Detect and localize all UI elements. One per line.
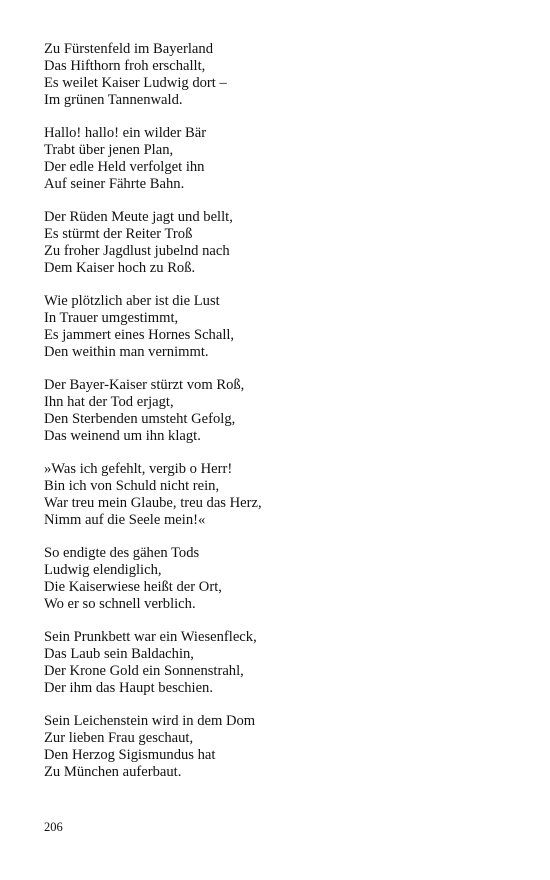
poem-line: Das weinend um ihn klagt. [44, 428, 201, 444]
poem-line: Das Hifthorn froh erschallt, [44, 58, 206, 74]
poem-line: Trabt über jenen Plan, [44, 142, 174, 158]
poem-line: Der Rüden Meute jagt und bellt, [44, 209, 233, 225]
poem-line: Ludwig elendiglich, [44, 562, 162, 578]
poem-line: Auf seiner Fährte Bahn. [44, 176, 185, 192]
poem-line: Zur lieben Frau geschaut, [44, 730, 194, 746]
poem-line: Der Krone Gold ein Sonnenstrahl, [44, 663, 244, 679]
poem-line: Den Herzog Sigismundus hat [44, 747, 216, 763]
poem-line: Der ihm das Haupt beschien. [44, 680, 213, 696]
poem-line: Sein Leichenstein wird in dem Dom [44, 713, 256, 729]
stanza-9 [44, 713, 524, 781]
poem-line: Die Kaiserwiese heißt der Ort, [44, 579, 222, 595]
stanza-2 [44, 125, 524, 193]
poem-line: Der Bayer-Kaiser stürzt vom Roß, [44, 377, 245, 393]
poem-line: Bin ich von Schuld nicht rein, [44, 478, 220, 494]
stanza-6 [44, 461, 524, 529]
poem-line: Zu froher Jagdlust jubelnd nach [44, 243, 230, 259]
stanza-5 [44, 377, 524, 445]
poem [44, 41, 524, 797]
poem-line: Zu München auferbaut. [44, 764, 182, 780]
page-number: 206 [44, 820, 63, 834]
stanza-3 [44, 209, 524, 277]
poem-line: Der edle Held verfolget ihn [44, 159, 205, 175]
poem-line: Den Sterbenden umsteht Gefolg, [44, 411, 236, 427]
poem-line: Es stürmt der Reiter Troß [44, 226, 193, 242]
poem-line: Im grünen Tannenwald. [44, 92, 183, 108]
poem-line: Zu Fürstenfeld im Bayerland [44, 41, 214, 57]
poem-line: So endigte des gähen Tods [44, 545, 200, 561]
stanza-4 [44, 293, 524, 361]
poem-line: Nimm auf die Seele mein!« [44, 512, 206, 528]
poem-line: Hallo! hallo! ein wilder Bär [44, 125, 207, 141]
poem-line: »Was ich gefehlt, vergib o Herr! [44, 461, 233, 477]
poem-line: Ihn hat der Tod erjagt, [44, 394, 174, 410]
stanza-7 [44, 545, 524, 613]
poem-line: Es weilet Kaiser Ludwig dort – [44, 75, 227, 91]
stanza-1 [44, 41, 524, 109]
poem-line: Es jammert eines Hornes Schall, [44, 327, 235, 343]
stanza-8 [44, 629, 524, 697]
poem-line: Wie plötzlich aber ist die Lust [44, 293, 220, 309]
poem-line: Sein Prunkbett war ein Wiesenfleck, [44, 629, 257, 645]
poem-line: In Trauer umgestimmt, [44, 310, 179, 326]
poem-line: Den weithin man vernimmt. [44, 344, 209, 360]
poem-line: Das Laub sein Baldachin, [44, 646, 194, 662]
poem-line: Dem Kaiser hoch zu Roß. [44, 260, 196, 276]
poem-line: Wo er so schnell verblich. [44, 596, 196, 612]
poem-line: War treu mein Glaube, treu das Herz, [44, 495, 262, 511]
